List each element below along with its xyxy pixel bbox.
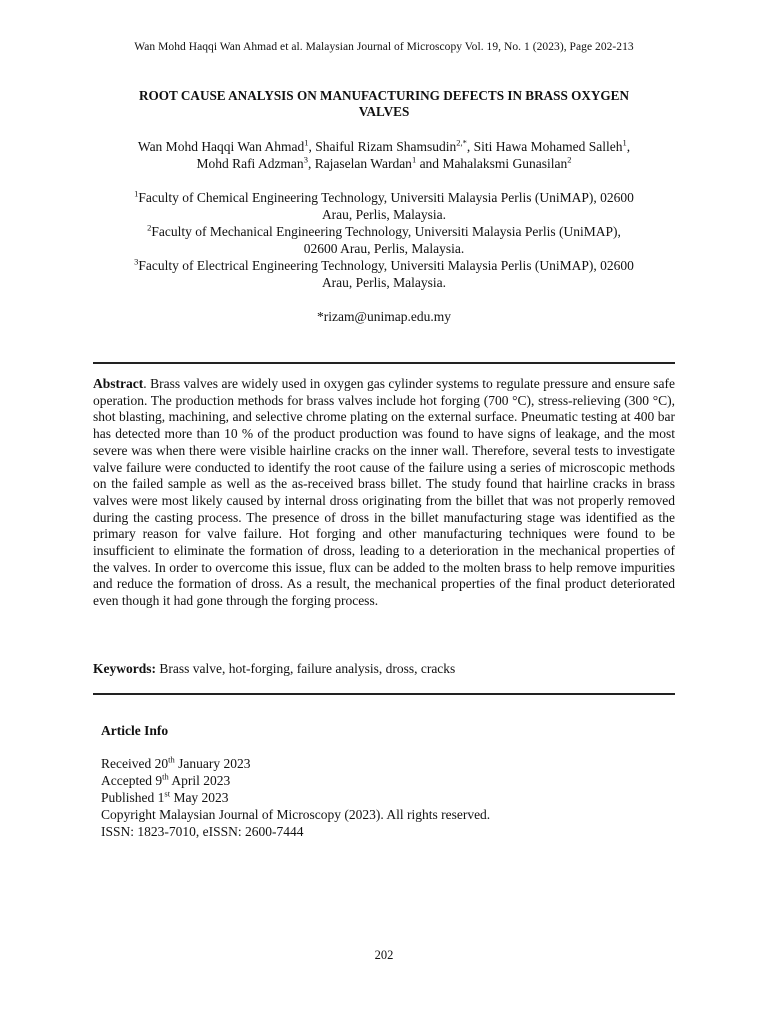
author-separator: , — [626, 139, 631, 154]
page-number: 202 — [374, 948, 394, 962]
abstract — [93, 376, 675, 610]
published-text: Published 1 — [101, 790, 165, 805]
affiliation-1-cont: Arau, Perlis, Malaysia. — [321, 207, 447, 222]
received-month: January 2023 — [174, 756, 251, 771]
affiliation-text: Faculty of Mechanical Engineering Technology, Universiti Malaysia Perlis (UniMAP), — [151, 224, 621, 239]
bottom-divider — [93, 693, 675, 695]
abstract-label: Abstract — [93, 376, 144, 391]
published-month: May 2023 — [170, 790, 229, 805]
keywords-label: Keywords: — [93, 661, 156, 676]
author-list — [80, 138, 688, 172]
title-line-2: VALVES — [358, 104, 410, 119]
ordinal-suffix: th — [168, 754, 175, 765]
author-separator: , — [466, 139, 474, 154]
received-date — [101, 755, 661, 772]
title-line-1: ROOT CAUSE ANALYSIS ON MANUFACTURING DEFECTS IN BRASS OXYGEN — [139, 88, 629, 103]
affiliation-3 — [86, 257, 682, 274]
accepted-month: April 2023 — [168, 773, 231, 788]
top-divider — [93, 362, 675, 364]
affiliation-2 — [86, 223, 682, 240]
affiliation-marker: 3 — [134, 256, 139, 267]
author-1: Wan Mohd Haqqi Wan Ahmad — [137, 139, 305, 154]
article-info-heading: Article Info — [101, 723, 169, 738]
issn: ISSN: 1823-7010, eISSN: 2600-7444 — [101, 824, 304, 839]
affiliation-list — [86, 189, 682, 291]
ordinal-suffix: th — [162, 771, 169, 782]
affiliation-marker: 2 — [147, 222, 152, 233]
published-date — [101, 789, 661, 806]
affiliation-2-cont: 02600 Arau, Perlis, Malaysia. — [303, 241, 465, 256]
author-2: Shaiful Rizam Shamsudin — [315, 139, 457, 154]
author-4-affil: 3 — [303, 154, 308, 165]
abstract-text: . Brass valves are widely used in oxygen gas cylinder systems to regulate pressure and ensure safe operation. The production methods for brass valves include hot forging (700 °C), stress-relieving (300 °C), shot blasting, machining, and selective chrome plating on the external surface. Pneumatic testing at 400 bar has detected more than 10 % of the product production was found to have signs of leakage, and the most severe was when there were visible hairline cracks on the inner wall. Therefore, several tests to investigate valve failure were conducted to identify the root cause of the failure using a series of microscopic methods on the failed sample as well as the as-received brass billet. The study found that hairline cracks in brass valves were most likely caused by internal dross originating from the billet that was not properly removed during the casting process. The presence of dross in the billet manufacturing stage was identified as the primary reason for valve failure. Hot forging and other manufacturing techniques were found to be insufficient to eliminate the formation of dross, leading to a deterioration in the mechanical properties of the valves. In order to overcome this issue, flux can be added to the molten brass to help remove impurities and reduce the formation of dross. As a result, the mechanical properties of the final product deteriorated even though it had gone through the forging process. — [93, 376, 675, 609]
author-3-affil: 1 — [622, 137, 627, 148]
author-5: Rajaselan Wardan — [314, 156, 412, 171]
accepted-date — [101, 772, 661, 789]
affiliation-3-cont: Arau, Perlis, Malaysia. — [321, 275, 447, 290]
keywords-text: Brass valve, hot-forging, failure analysis, dross, cracks — [156, 661, 456, 676]
author-6: Mahalaksmi Gunasilan — [442, 156, 568, 171]
author-line-2 — [80, 155, 688, 172]
author-line-1 — [80, 138, 688, 155]
corresponding-email[interactable]: *rizam@unimap.edu.my — [317, 309, 451, 324]
running-head: Wan Mohd Haqqi Wan Ahmad et al. Malaysian Journal of Microscopy Vol. 19, No. 1 (2023), Page 202-213 — [134, 41, 634, 53]
accepted-text: Accepted 9 — [101, 773, 163, 788]
author-5-affil: 1 — [411, 154, 417, 165]
author-3: Siti Hawa Mohamed Salleh — [473, 139, 623, 154]
ordinal-suffix: st — [164, 788, 171, 799]
affiliation-text: Faculty of Chemical Engineering Technology, Universiti Malaysia Perlis (UniMAP), 02600 — [138, 190, 634, 205]
author-1-affil: 1 — [304, 137, 309, 148]
affiliation-marker: 1 — [134, 188, 139, 199]
paper-title — [90, 88, 678, 120]
copyright-notice: Copyright Malaysian Journal of Microscopy (2023). All rights reserved. — [101, 807, 491, 822]
author-6-affil: 2 — [567, 154, 572, 165]
keywords — [93, 661, 675, 677]
author-separator: , — [308, 139, 316, 154]
author-4: Mohd Rafi Adzman — [196, 156, 304, 171]
author-separator: and — [416, 156, 443, 171]
affiliation-text: Faculty of Electrical Engineering Technology, Universiti Malaysia Perlis (UniMAP), 02600 — [138, 258, 634, 273]
author-2-affil: 2,* — [456, 137, 467, 148]
received-text: Received 20 — [101, 756, 169, 771]
affiliation-1 — [86, 189, 682, 206]
article-info — [101, 723, 661, 840]
author-separator: , — [307, 156, 315, 171]
